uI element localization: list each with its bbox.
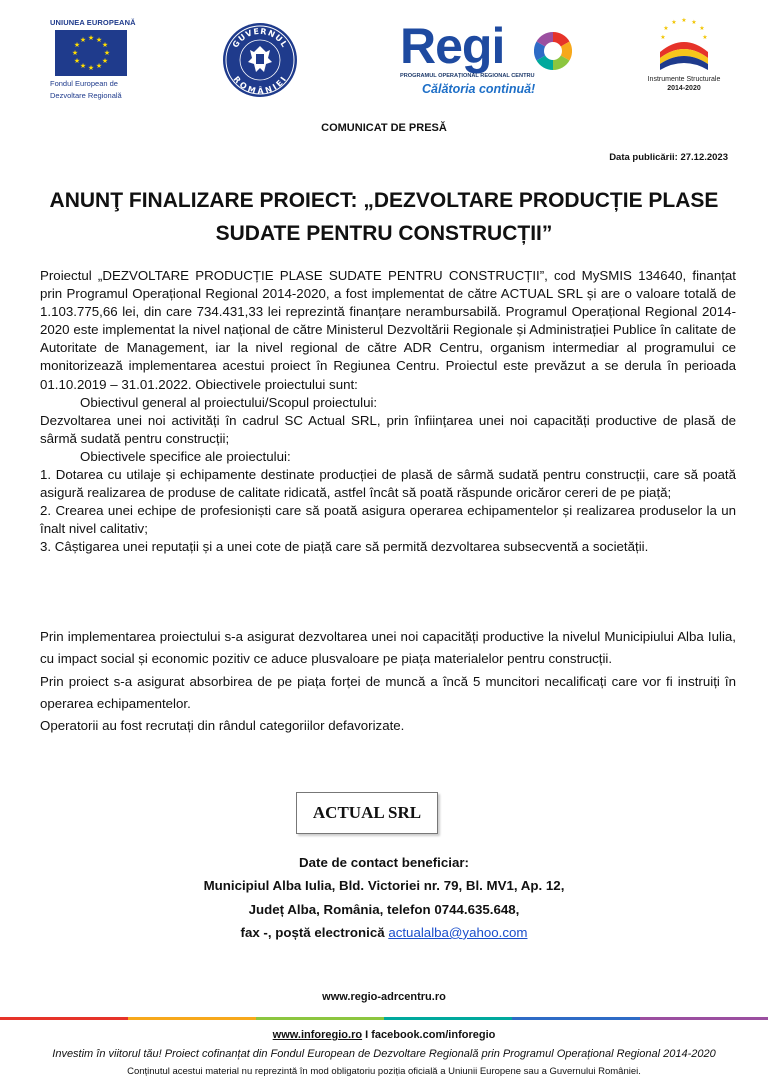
specific-objective-3: 3. Câștigarea unei reputații și a unei cote de piață care să permită dezvoltarea subsecventă a societății. (40, 539, 649, 555)
footer-color-bar (0, 1017, 768, 1020)
specific-objective-2: 2. Crearea unei echipe de profesioniști care să poată asigura operarea echipamentelor și realizarea produselor la un înalt nivel calitativ; (40, 503, 736, 537)
company-name-box: ACTUAL SRL (296, 792, 438, 834)
regio-logo-word: Regi (400, 18, 505, 74)
svg-text:★: ★ (73, 41, 81, 49)
eu-logo (50, 18, 142, 102)
specific-objectives-heading: Obiectivele specifice ale proiectului: (80, 448, 291, 464)
contact-heading: Date de contact beneficiar: (299, 855, 469, 870)
svg-text:GUVERNUL: GUVERNUL (230, 26, 290, 50)
government-seal-icon (222, 22, 298, 98)
svg-text:★: ★ (691, 19, 697, 26)
svg-text:★: ★ (95, 36, 103, 44)
specific-objective-1: 1. Dotarea cu utilaje și echipamente destinate producției de plasă de sârmă sudată pentru construcții, care să poată asigură realizarea de produse de calitate ridicată, astfel încât să poată răspunde oricăror cereri de pe piață; (40, 467, 736, 501)
is-logo-caption: Instrumente Structurale (647, 76, 721, 83)
implementation-paragraph-1: Prin implementarea proiectului s-a asigurat dezvoltarea unei noi capacități productive la nivelul Municipiului Alba Iulia, cu impact social și economic pozitiv ce aduce plusvaloare pe piața materialelor pentru construcții. (40, 629, 736, 667)
inforegio-link[interactable]: www.inforegio.ro (272, 1029, 363, 1041)
regio-logo-subtitle: PROGRAMUL OPERAȚIONAL REGIONAL CENTRU (400, 73, 535, 79)
government-seal-logo (222, 22, 298, 98)
footer-cofinancing-note: Investim în viitorul tău! Proiect cofinanțat din Fondul European de Dezvoltare Regională prin Programul Operațional Regional 2014-2020 (52, 1048, 716, 1060)
svg-text:★: ★ (101, 57, 109, 65)
svg-text:★: ★ (671, 19, 677, 26)
contact-details (0, 851, 768, 944)
general-objective-heading: Obiectivul general al proiectului/Scopul proiectului: (80, 394, 378, 410)
contact-address-line-2: Județ Alba, România, telefon 0744.635.648, (248, 901, 520, 917)
contact-fax-label: fax -, poștă electronică (240, 924, 389, 940)
svg-text:★: ★ (79, 36, 87, 44)
regio-colored-o-icon (534, 32, 572, 70)
press-release-label: COMUNICAT DE PRESĂ (321, 122, 447, 134)
eu-logo-caption-2: Dezvoltare Regională (50, 91, 122, 100)
page-title-line-2: SUDATE PENTRU CONSTRUCȚII” (215, 222, 553, 245)
svg-text:★: ★ (699, 25, 705, 32)
svg-text:★: ★ (663, 25, 669, 32)
regio-logo (400, 18, 578, 100)
svg-text:★: ★ (702, 34, 708, 41)
svg-text:★: ★ (660, 34, 666, 41)
svg-text:★: ★ (681, 17, 687, 24)
eu-flag-icon (55, 30, 127, 76)
svg-text:★: ★ (73, 57, 81, 65)
is-logo-years: 2014-2020 (667, 85, 701, 92)
footer-separator: I (362, 1029, 372, 1041)
svg-text:★: ★ (87, 34, 95, 42)
eu-logo-title: UNIUNEA EUROPEANĂ (50, 18, 136, 27)
structural-instruments-emblem-icon (644, 14, 724, 74)
project-description (40, 267, 736, 557)
svg-text:★: ★ (71, 49, 79, 57)
adr-website-link[interactable]: www.regio-adrcentru.ro (322, 991, 446, 1003)
instrumente-structurale-logo (644, 14, 724, 98)
eu-logo-caption-1: Fondul European de (50, 79, 118, 88)
implementation-paragraph-3: Operatorii au fost recrutați din rândul categoriilor defavorizate. (40, 718, 405, 734)
implementation-paragraph-2: Prin proiect s-a asigurat absorbirea de pe piața forței de muncă a încă 5 muncitori necalificați care vor fi instruiți în operarea echipamentelor. (40, 673, 736, 711)
contact-address-line-1: Municipiul Alba Iulia, Bld. Victoriei nr. 79, Bl. MV1, Ap. 12, (203, 878, 565, 894)
page-title-line-1: ANUNŢ FINALIZARE PROIECT: „DEZVOLTARE PRODUCȚIE PLASE (49, 189, 719, 212)
contact-email-line (0, 921, 768, 944)
svg-text:★: ★ (103, 49, 111, 57)
contact-email-link[interactable]: actualalba@yahoo.com (388, 924, 528, 940)
svg-text:★: ★ (79, 62, 87, 70)
page-title (40, 184, 728, 250)
footer-disclaimer: Conținutul acestui material nu reprezintă în mod obligatoriu poziția oficială a Uniunii Europene sau a Guvernului României. (127, 1066, 641, 1077)
intro-paragraph: Proiectul „DEZVOLTARE PRODUCȚIE PLASE SUDATE PENTRU CONSTRUCȚII”, cod MySMIS 134640, finanțat prin Programul Operațional Regional 2014-2020, a fost implementat de către ACTUAL SRL și are o valoare totală de 1.103.775,66 lei, din care 734.431,33 lei reprezintă finanțare nerambursabilă. Programul Operațional Regional 2014-2020 este implementat la nivel național de către Ministerul Dezvoltării Regionale și Administrației Publice în calitate de Autoritate de Management, iar la nivel regional de către ADR Centru, organism intermediar al programului ce monitorizează implementarea acestui proiect în Regiunea Centru. Proiectul este prevăzut a se derula în perioada 01.10.2019 – 31.01.2022. Obiectivele proiectului sunt: (40, 268, 736, 392)
footer-links (0, 1029, 768, 1041)
svg-text:★: ★ (95, 62, 103, 70)
general-objective-text: Dezvoltarea unei noi activități în cadrul SC Actual SRL, prin înființarea unei noi capacități productive de plasă de sârmă sudată pentru construcții; (40, 412, 736, 446)
publication-date: Data publicării: 27.12.2023 (609, 152, 728, 163)
svg-text:★: ★ (101, 41, 109, 49)
svg-text:★: ★ (87, 64, 95, 72)
regio-logo-tagline: Călătoria continuă! (422, 82, 536, 96)
svg-text:ROMÂNIEI: ROMÂNIEI (231, 74, 289, 96)
facebook-link[interactable]: facebook.com/inforegio (371, 1029, 496, 1041)
implementation-results (40, 626, 736, 737)
